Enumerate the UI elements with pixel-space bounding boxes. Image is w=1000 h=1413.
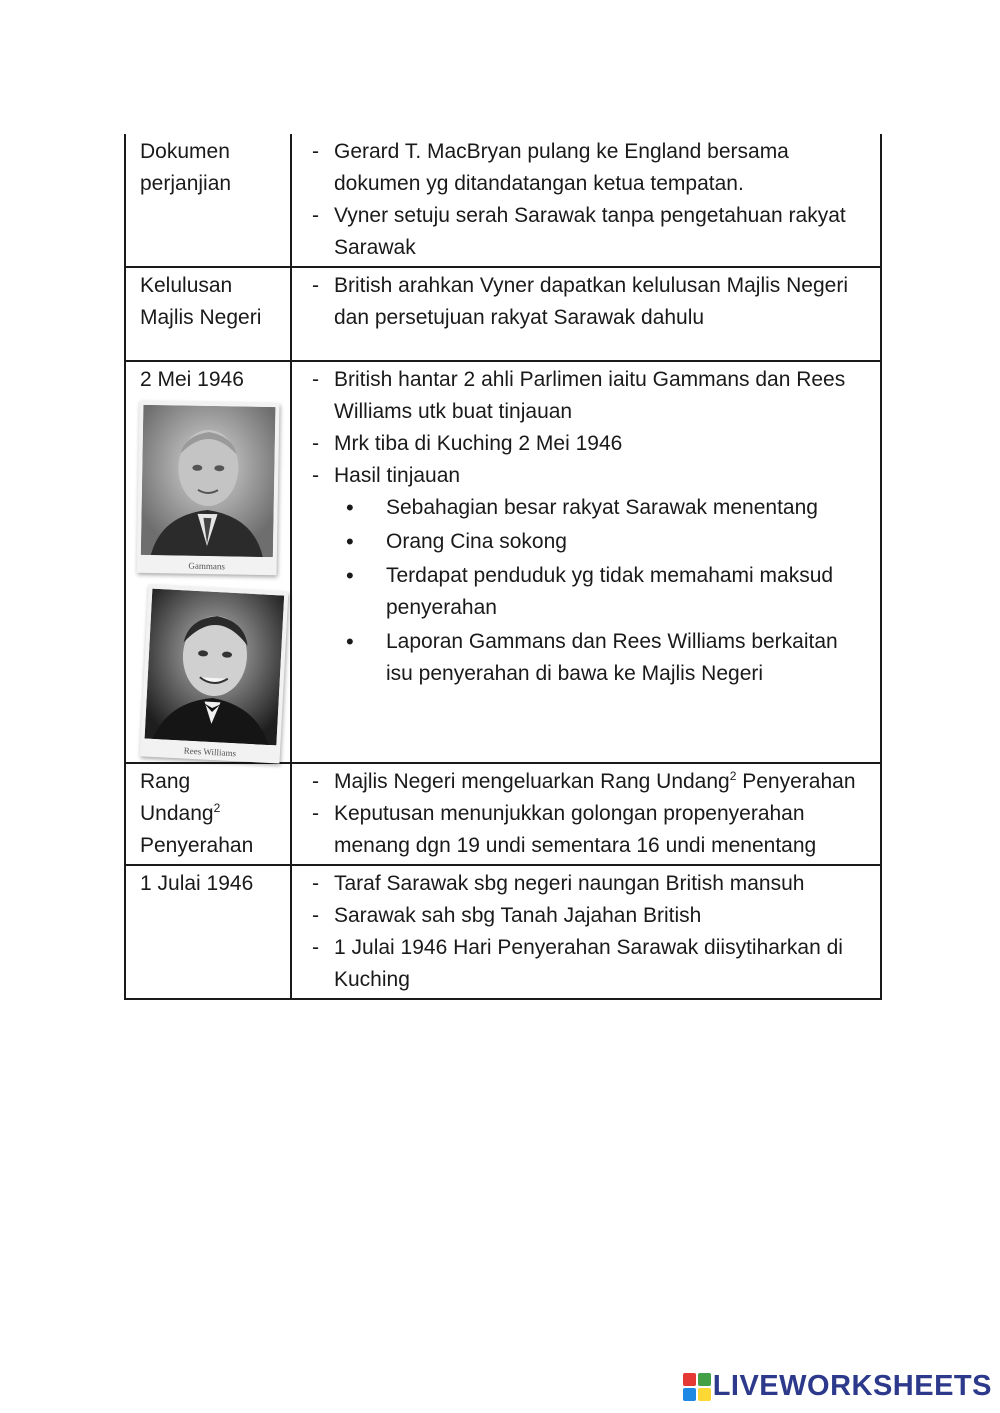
list-item: - Vyner setuju serah Sarawak tanpa pengetahuan rakyat Sarawak <box>306 200 870 264</box>
row-content <box>291 267 881 361</box>
portrait-gammans <box>137 401 280 575</box>
list-item-superscript: 2 <box>729 769 737 783</box>
heading-line: Rang <box>140 770 191 793</box>
row-content <box>291 361 881 763</box>
list-item: - Mrk tiba di Kuching 2 Mei 1946 <box>306 428 870 460</box>
row-heading <box>125 763 291 865</box>
row-heading-text: 2 Mei 1946 <box>140 368 244 391</box>
heading-word: Undang <box>140 802 214 825</box>
list-item: - Hasil tinjauan <box>306 460 870 492</box>
logo-mark-icon <box>683 1373 711 1401</box>
list-item-text: Majlis Negeri mengeluarkan Rang Undang <box>334 770 730 793</box>
list-item: - Sarawak sah sbg Tanah Jajahan British <box>306 900 870 932</box>
row-heading: 1 Julai 1946 <box>125 865 291 999</box>
logo-square <box>698 1388 711 1401</box>
heading-line: Penyerahan <box>140 834 254 857</box>
list-item: - Taraf Sarawak sbg negeri naungan British mansuh <box>306 868 870 900</box>
row-content <box>291 763 881 865</box>
notes-table <box>124 134 882 1000</box>
logo-square <box>698 1373 711 1386</box>
table-row <box>125 865 881 999</box>
row-heading <box>125 361 291 763</box>
row-content <box>291 865 881 999</box>
portrait-rees-williams <box>140 584 289 763</box>
bullet-item: • Terdapat penduduk yg tidak memahami maksud penyerahan <box>346 560 870 624</box>
photo-caption: Gammans <box>188 560 225 572</box>
bullet-item: • Laporan Gammans dan Rees Williams berkaitan isu penyerahan di bawa ke Majlis Negeri <box>346 626 870 690</box>
bullet-item: • Orang Cina sokong <box>346 526 870 558</box>
bullet-item: • Sebahagian besar rakyat Sarawak menentang <box>346 492 870 524</box>
heading-line <box>140 798 280 830</box>
liveworksheets-logo <box>683 1370 992 1403</box>
row-heading: Kelulusan Majlis Negeri <box>125 267 291 361</box>
table-row <box>125 267 881 361</box>
list-item-text-tail: Penyerahan <box>736 770 856 793</box>
table-row <box>125 361 881 763</box>
table-row <box>125 763 881 865</box>
list-item: - British arahkan Vyner dapatkan kelulusan Majlis Negeri dan persetujuan rakyat Sarawak dahulu <box>306 270 870 334</box>
list-item: - 1 Julai 1946 Hari Penyerahan Sarawak diisytiharkan di Kuching <box>306 932 870 996</box>
portrait-image <box>141 405 276 557</box>
row-content <box>291 134 881 267</box>
logo-square <box>683 1373 696 1386</box>
logo-text: LIVEWORKSHEETS <box>712 1370 992 1402</box>
portrait-image <box>145 589 285 746</box>
list-item <box>306 766 870 798</box>
table-row <box>125 134 881 267</box>
row-heading: Dokumen perjanjian <box>125 134 291 267</box>
list-item: - British hantar 2 ahli Parlimen iaitu Gammans dan Rees Williams utk buat tinjauan <box>306 364 870 428</box>
list-item: - Gerard T. MacBryan pulang ke England bersama dokumen yg ditandatangan ketua tempatan. <box>306 136 870 200</box>
photo-caption: Rees Williams <box>183 745 237 759</box>
logo-square <box>683 1388 696 1401</box>
heading-superscript: 2 <box>213 801 221 815</box>
list-item: - Keputusan menunjukkan golongan propenyerahan menang dgn 19 undi sementara 16 undi menentang <box>306 798 870 862</box>
